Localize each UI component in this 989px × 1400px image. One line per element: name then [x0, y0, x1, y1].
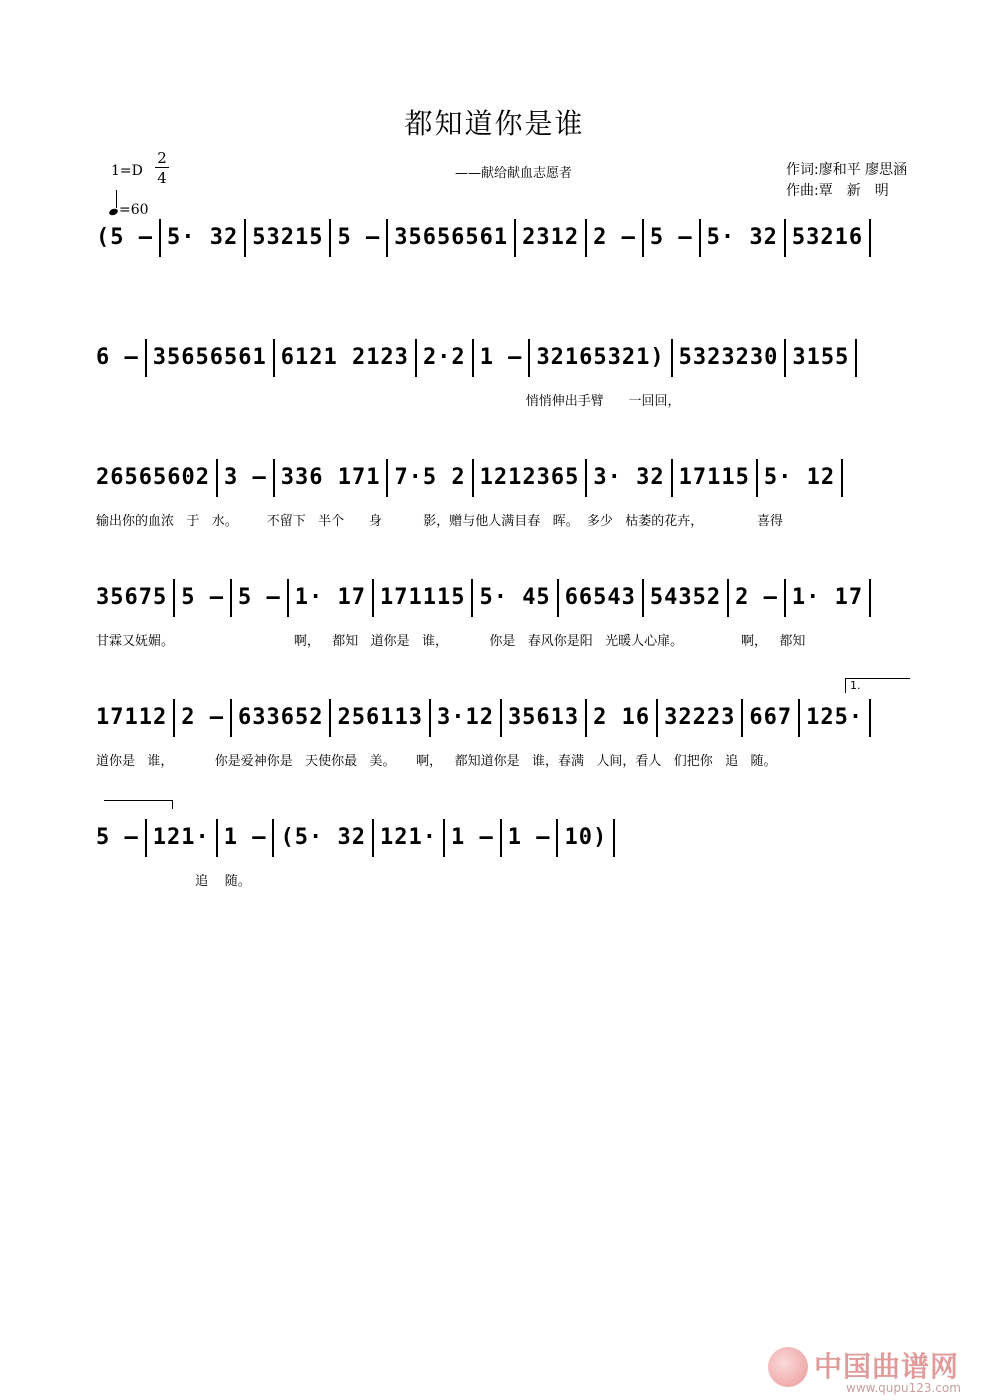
measure: 3155: [792, 345, 850, 370]
measure: 256113: [337, 705, 423, 730]
barline: [287, 579, 289, 617]
measure: 121·: [379, 825, 437, 850]
barline: [500, 819, 502, 857]
measure: 6121 2123: [280, 345, 409, 370]
meter-top: 2: [157, 149, 167, 167]
barline: [585, 219, 587, 257]
barline: [372, 819, 374, 857]
barline: [699, 219, 701, 257]
measure: 5· 45: [479, 585, 551, 610]
volta-label: 1.: [850, 679, 861, 692]
notation-line: [96, 338, 908, 378]
measure: 35613: [507, 705, 580, 730]
measure: (5· 32: [280, 825, 366, 850]
measure: 5 –: [337, 225, 381, 250]
measure: 32165321): [536, 345, 665, 370]
measure: 633652: [237, 705, 324, 730]
barline: [173, 699, 175, 737]
barline: [273, 339, 275, 377]
measure: 2 –: [593, 225, 636, 250]
measure: 7·5 2: [394, 465, 466, 490]
barline: [230, 579, 232, 617]
barline: [386, 459, 388, 497]
barline: [386, 219, 388, 257]
lyrics-line: 甘霖又妩媚。 啊， 都知 道你是 谁， 你是 春风你是阳 光暖人心扉。 啊， 都知: [96, 634, 806, 649]
barline: [556, 819, 558, 857]
barline: [869, 219, 871, 257]
barline: [585, 699, 587, 737]
measure: 336 171: [280, 465, 381, 490]
first-ending-bracket-end: [104, 800, 173, 809]
notation-line: [96, 698, 908, 738]
time-signature: [155, 148, 169, 188]
measure: 5· 32: [166, 225, 239, 250]
notation-line: [96, 458, 908, 498]
notation-line: [96, 218, 908, 258]
barline: [784, 219, 786, 257]
measure: 667: [749, 705, 793, 730]
measure: 6 –: [96, 345, 139, 370]
lyrics-line: 悄悄伸出手臂 一回回，: [96, 394, 681, 409]
barline: [472, 459, 474, 497]
measure: 35675: [96, 585, 168, 610]
notation-line: [96, 818, 908, 858]
measure: 1 –: [450, 825, 494, 850]
measure: 1212365: [479, 465, 580, 490]
barline: [159, 219, 161, 257]
barline: [841, 459, 843, 497]
tempo-marking: [109, 196, 149, 218]
meter-bottom: 4: [157, 169, 167, 187]
barline: [273, 459, 275, 497]
barline: [671, 339, 673, 377]
barline: [855, 339, 857, 377]
measure: 5323230: [678, 345, 779, 370]
barline: [613, 819, 615, 857]
measure: 17115: [678, 465, 750, 490]
barline: [741, 699, 743, 737]
measure: 53216: [791, 225, 864, 250]
measure: 17112: [96, 705, 168, 730]
measure: 2 16: [593, 705, 651, 730]
barline: [429, 699, 431, 737]
barline: [727, 579, 729, 617]
barline: [372, 579, 374, 617]
barline: [869, 579, 871, 617]
measure: 53215: [252, 225, 324, 250]
measure: 5 –: [96, 825, 139, 850]
barline: [272, 819, 274, 857]
barline: [244, 219, 246, 257]
key-signature: 1=D: [111, 163, 143, 179]
measure: 10): [564, 825, 608, 850]
barline: [230, 699, 232, 737]
measure: 3 –: [223, 465, 267, 490]
barline: [443, 819, 445, 857]
tempo-value: =60: [119, 202, 149, 218]
quarter-note-icon: [108, 208, 119, 217]
song-title: 都知道你是谁: [404, 107, 585, 140]
measure: 3· 32: [593, 465, 665, 490]
barline: [784, 339, 786, 377]
measure: 35656561: [394, 225, 509, 250]
measure: 5 –: [237, 585, 281, 610]
barline: [329, 219, 331, 257]
barline: [869, 699, 871, 737]
measure: 2 –: [181, 705, 224, 730]
barline: [216, 459, 218, 497]
barline: [585, 459, 587, 497]
measure: 1· 17: [294, 585, 366, 610]
measure: 1 –: [479, 345, 523, 370]
barline: [472, 339, 474, 377]
measure: 1 –: [223, 825, 267, 850]
barline: [557, 579, 559, 617]
measure: 3·12: [436, 705, 494, 730]
measure: 121·: [152, 825, 210, 850]
measure: 5· 12: [763, 465, 836, 490]
notation-line: [96, 578, 908, 618]
measure: 2·2: [422, 345, 466, 370]
measure: 5· 32: [706, 225, 778, 250]
measure: (5 –: [96, 225, 153, 250]
barline: [784, 579, 786, 617]
measure: 5 –: [649, 225, 693, 250]
measure: 2 –: [735, 585, 778, 610]
measure: 125·: [806, 705, 864, 730]
barline: [671, 459, 673, 497]
barline: [642, 219, 644, 257]
barline: [329, 699, 331, 737]
watermark-name: 中国曲谱网: [814, 1350, 960, 1383]
barline: [642, 579, 644, 617]
measure: 5 –: [181, 585, 224, 610]
site-logo-icon: [768, 1347, 808, 1387]
measure: 2312: [522, 225, 580, 250]
watermark-url: www.qupu123.com: [846, 1381, 961, 1395]
barline: [756, 459, 758, 497]
barline: [173, 579, 175, 617]
barline: [528, 339, 530, 377]
measure: 66543: [564, 585, 636, 610]
barline: [656, 699, 658, 737]
lyrics-line: 道你是 谁， 你是爱神你是 天使你最 美。 啊， 都知道你是 谁，春满 人间，看人 们把你 追 随。: [96, 754, 777, 769]
measure: 171115: [379, 585, 466, 610]
barline: [500, 699, 502, 737]
measure: 32223: [664, 705, 736, 730]
barline: [145, 339, 147, 377]
measure: 35656561: [152, 345, 267, 370]
barline: [216, 819, 218, 857]
barline: [471, 579, 473, 617]
measure: 1· 17: [791, 585, 864, 610]
lyrics-line: 输出你的血浓 于 水。 不留下 半个 身 影，赠与他人满目春 晖。 多少 枯萎的花卉， 喜得: [96, 514, 784, 529]
credits: [786, 160, 907, 202]
song-subtitle: ——献给献血志愿者: [455, 166, 573, 181]
lyrics-line: 追 随。: [96, 874, 251, 889]
barline: [514, 219, 516, 257]
measure: 1 –: [507, 825, 551, 850]
barline: [145, 819, 147, 857]
measure: 54352: [649, 585, 722, 610]
barline: [798, 699, 800, 737]
barline: [415, 339, 417, 377]
lyricist-credit: 作词:廖和平 廖思涵: [786, 162, 908, 178]
composer-credit: 作曲:覃 新 明: [786, 183, 889, 199]
measure: 26565602: [96, 465, 210, 490]
first-ending-bracket: [845, 678, 910, 693]
